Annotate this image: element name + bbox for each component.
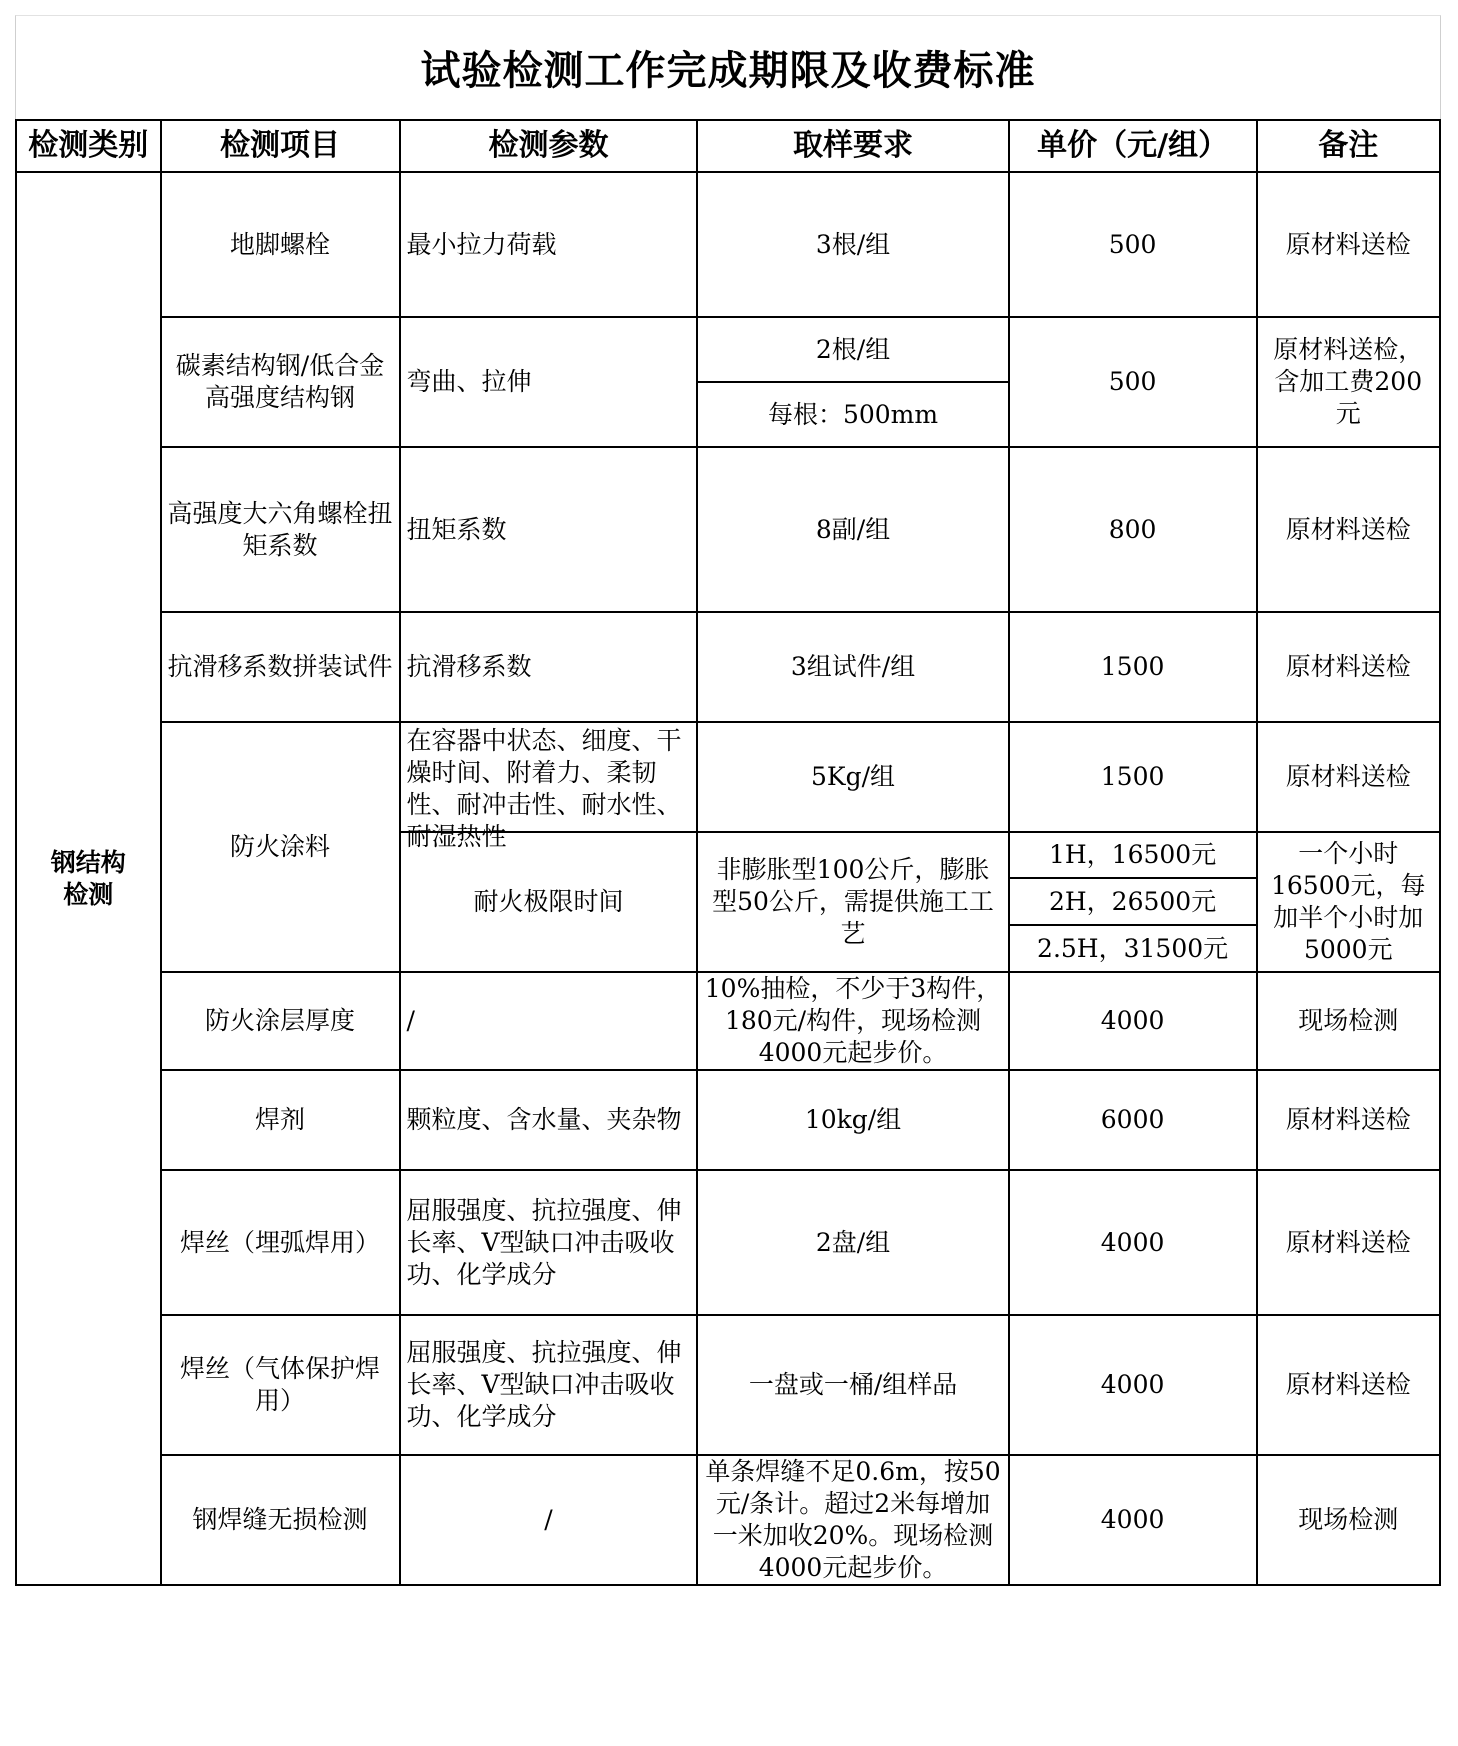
table-row [16,447,1440,612]
param-cell: 最小拉力荷载 [400,172,698,317]
price-cell: 4000 [1009,1170,1257,1315]
price-cell: 500 [1009,317,1257,447]
table-row [16,1170,1440,1315]
sampling-cell: 2根/组 [697,317,1008,382]
header-category: 检测类别 [16,120,161,172]
category-cell: 钢结构 检测 [16,172,161,1585]
header-param: 检测参数 [400,120,698,172]
remark-cell: 原材料送检 [1257,612,1440,722]
item-cell: 焊剂 [161,1070,400,1170]
item-cell: 地脚螺栓 [161,172,400,317]
sampling-cell: 8副/组 [697,447,1008,612]
sampling-cell: 一盘或一桶/组样品 [697,1315,1008,1455]
remark-cell: 原材料送检，含加工费200元 [1257,317,1440,447]
remark-cell: 原材料送检 [1257,722,1440,832]
sampling-cell: 每根：500mm [697,382,1008,447]
price-cell: 800 [1009,447,1257,612]
item-cell: 焊丝（埋弧焊用） [161,1170,400,1315]
title-row [15,15,1441,119]
remark-cell: 原材料送检 [1257,1315,1440,1455]
sampling-cell: 5Kg/组 [697,722,1008,832]
table-row [16,172,1440,317]
remark-cell: 原材料送检 [1257,1170,1440,1315]
price-cell: 4000 [1009,1315,1257,1455]
param-cell: 耐火极限时间 [400,832,698,972]
page-title: 试验检测工作完成期限及收费标准 [420,47,1036,94]
param-cell: 弯曲、拉伸 [400,317,698,447]
price-cell: 1H，16500元 [1009,832,1257,878]
remark-cell: 原材料送检 [1257,172,1440,317]
table-header-row [16,120,1440,172]
header-remark: 备注 [1257,120,1440,172]
remark-cell: 现场检测 [1257,1455,1440,1585]
sampling-cell: 3组试件/组 [697,612,1008,722]
param-cell: 颗粒度、含水量、夹杂物 [400,1070,698,1170]
param-cell: 屈服强度、抗拉强度、伸长率、V型缺口冲击吸收功、化学成分 [400,1170,698,1315]
item-cell: 钢焊缝无损检测 [161,1455,400,1585]
table-row [16,1315,1440,1455]
price-sheet [15,15,1441,1731]
header-item: 检测项目 [161,120,400,172]
price-cell: 2.5H，31500元 [1009,925,1257,972]
price-cell: 1500 [1009,722,1257,832]
param-cell: / [400,1455,698,1585]
sampling-cell: 10%抽检，不少于3构件，180元/构件，现场检测4000元起步价。 [697,972,1008,1070]
remark-cell: 现场检测 [1257,972,1440,1070]
item-cell: 高强度大六角螺栓扭矩系数 [161,447,400,612]
price-cell: 6000 [1009,1070,1257,1170]
price-cell: 4000 [1009,972,1257,1070]
price-cell: 2H，26500元 [1009,878,1257,925]
header-sampling: 取样要求 [697,120,1008,172]
param-cell: 屈服强度、抗拉强度、伸长率、V型缺口冲击吸收功、化学成分 [400,1315,698,1455]
remark-cell: 原材料送检 [1257,1070,1440,1170]
sampling-cell: 单条焊缝不足0.6m，按50元/条计。超过2米每增加一米加收20%。现场检测4000元起步价。 [697,1455,1008,1585]
sampling-cell: 3根/组 [697,172,1008,317]
sampling-cell: 10kg/组 [697,1070,1008,1170]
param-text: 在容器中状态、细度、干燥时间、附着力、柔韧性、耐冲击性、耐水性、耐湿热性 [406,726,682,851]
remark-cell: 一个小时16500元，每加半个小时加5000元 [1257,832,1440,972]
item-cell: 焊丝（气体保护焊用） [161,1315,400,1455]
item-cell: 防火涂料 [161,722,400,972]
table-row [16,317,1440,382]
param-cell: 抗滑移系数 [400,612,698,722]
param-cell: 扭矩系数 [400,447,698,612]
item-cell: 抗滑移系数拼装试件 [161,612,400,722]
table-row [16,972,1440,1070]
price-cell: 4000 [1009,1455,1257,1585]
sampling-cell: 2盘/组 [697,1170,1008,1315]
table-row [16,1070,1440,1170]
price-table [15,119,1441,1586]
item-cell: 防火涂层厚度 [161,972,400,1070]
param-cell: / [400,972,698,1070]
sampling-cell: 非膨胀型100公斤，膨胀型50公斤，需提供施工工艺 [697,832,1008,972]
table-row [16,612,1440,722]
remark-cell: 原材料送检 [1257,447,1440,612]
table-row [16,722,1440,832]
param-cell [400,722,698,851]
item-cell: 碳素结构钢/低合金高强度结构钢 [161,317,400,447]
price-cell: 500 [1009,172,1257,317]
table-row [16,1455,1440,1585]
price-cell: 1500 [1009,612,1257,722]
header-price: 单价（元/组） [1009,120,1257,172]
